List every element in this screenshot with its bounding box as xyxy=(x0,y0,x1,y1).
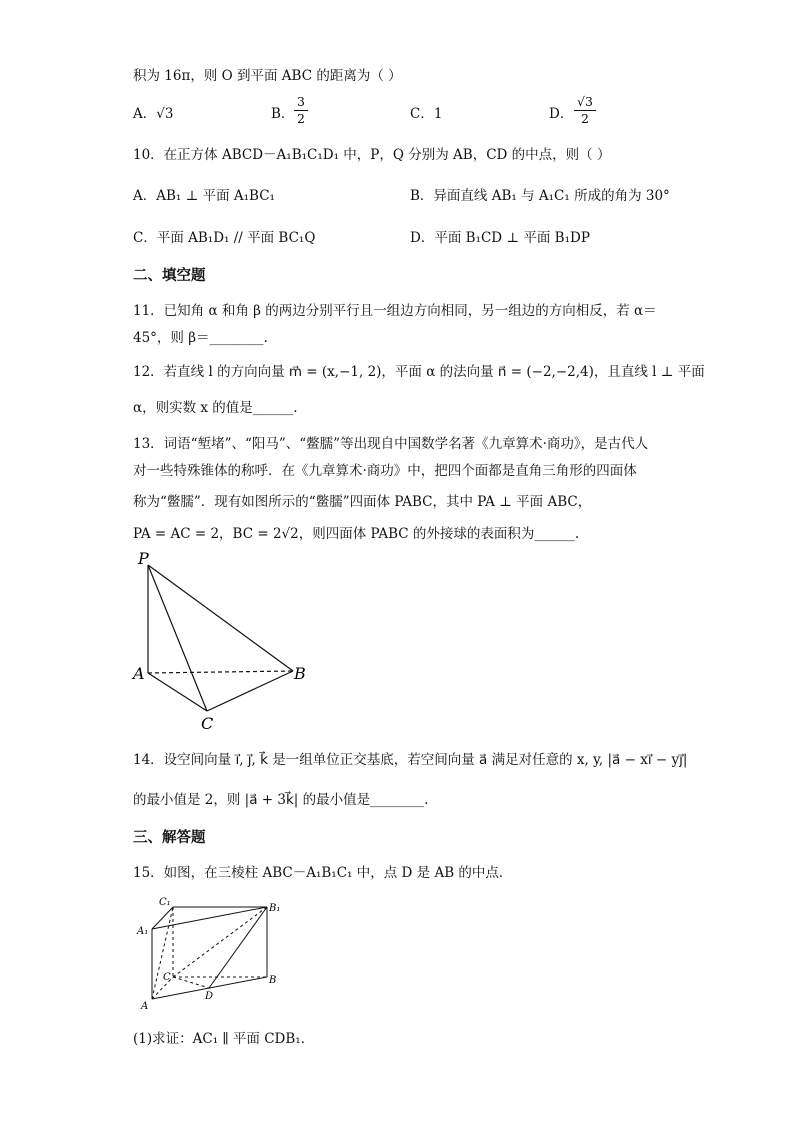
q9-option-d-denominator: 2 xyxy=(581,111,589,126)
q9-option-b-fraction xyxy=(294,95,308,126)
label-b: B xyxy=(269,975,277,986)
q13-line-1: 13．词语“堑堵”、“阳马”、“鳖臑”等出现自中国数学名著《九章算术·商功》，是古代人 xyxy=(133,436,649,452)
label-a1: A₁ xyxy=(137,926,149,937)
label-d: D xyxy=(205,991,214,1002)
edge-cb xyxy=(207,671,293,711)
q10-option-d[interactable]: D．平面 B₁CD ⊥ 平面 B₁DP xyxy=(410,230,590,246)
label-b: B xyxy=(294,664,306,683)
q13-line-3: 称为“鳖臑”．现有如图所示的“鳖臑”四面体 PABC，其中 PA ⊥ 平面 ABC， xyxy=(133,494,592,510)
q9-option-d-prefix[interactable]: D． xyxy=(549,106,574,122)
q10-option-a[interactable]: A．AB₁ ⊥ 平面 A₁BC₁ xyxy=(133,188,275,204)
label-a: A xyxy=(133,664,145,683)
q12-line-1: 12．若直线 l 的方向向量 m⃗ = (x,−1, 2)，平面 α 的法向量 n⃗ = (−2,−2,4)，且直线 l ⊥ 平面 xyxy=(133,364,705,380)
section-heading-solutions: 三、解答题 xyxy=(133,830,206,846)
q13-line-4: PA = AC = 2，BC = 2√2，则四面体 PABC 的外接球的表面积为______. xyxy=(133,526,580,542)
segment-db1 xyxy=(209,907,267,988)
q10-stem: 10．在正方体 ABCD－A₁B₁C₁D₁ 中，P，Q 分别为 AB，CD 的中点，则（ ） xyxy=(133,147,611,163)
segment-cd-hidden xyxy=(173,977,209,988)
q9-option-d-fraction xyxy=(574,95,596,126)
q9-option-b-denominator: 2 xyxy=(297,111,305,126)
tetrahedron-figure xyxy=(130,548,320,734)
segment-cb1-hidden xyxy=(173,907,267,977)
q9-option-a[interactable]: A．√3 xyxy=(133,106,174,122)
label-p: P xyxy=(138,549,149,568)
q9-option-b-numerator: 3 xyxy=(297,94,305,109)
q14-line-1: 14．设空间向量 i⃗, j⃗, k⃗ 是一组单位正交基底，若空间向量 a⃗ 满足对任意的 x, y, |a⃗ − xi⃗ − yj⃗| xyxy=(133,752,688,768)
q9-option-d-numerator: √3 xyxy=(577,94,593,109)
q10-option-b[interactable]: B．异面直线 AB₁ 与 A₁C₁ 所成的角为 30° xyxy=(410,188,670,204)
segment-ac1-hidden xyxy=(152,907,173,999)
q14-line-2: 的最小值是 2，则 |a⃗ + 3k⃗| 的最小值是________. xyxy=(133,792,429,808)
q9-stem-continuation: 积为 16π，则 O 到平面 ABC 的距离为（ ） xyxy=(133,68,402,84)
edge-ab-hidden xyxy=(148,671,293,673)
q9-option-b-prefix[interactable]: B． xyxy=(271,106,295,122)
edge-ac xyxy=(148,673,207,711)
q11-line-1: 11．已知角 α 和角 β 的两边分别平行且一组边方向相同，另一组边的方向相反，若 α＝ xyxy=(133,303,657,319)
prism-figure xyxy=(134,892,284,1016)
q10-option-c[interactable]: C．平面 AB₁D₁ // 平面 BC₁Q xyxy=(133,230,316,246)
q15-part-1: (1)求证：AC₁ ∥ 平面 CDB₁． xyxy=(133,1031,315,1047)
q11-line-2: 45°，则 β＝________. xyxy=(133,330,268,346)
label-c1: C₁ xyxy=(159,897,171,908)
q15-stem: 15．如图，在三棱柱 ABC－A₁B₁C₁ 中，点 D 是 AB 的中点． xyxy=(133,865,513,881)
label-a: A xyxy=(141,1001,149,1012)
label-c: C xyxy=(201,714,214,733)
section-heading-fill-in: 二、填空题 xyxy=(133,268,206,284)
q12-line-2: α，则实数 x 的值是______. xyxy=(133,400,298,416)
label-b1: B₁ xyxy=(269,903,281,914)
q13-line-2: 对一些特殊锥体的称呼．在《九章算术·商功》中，把四个面都是直角三角形的四面体 xyxy=(133,463,637,479)
q9-option-c[interactable]: C．1 xyxy=(410,106,443,122)
label-c: C xyxy=(163,972,171,983)
